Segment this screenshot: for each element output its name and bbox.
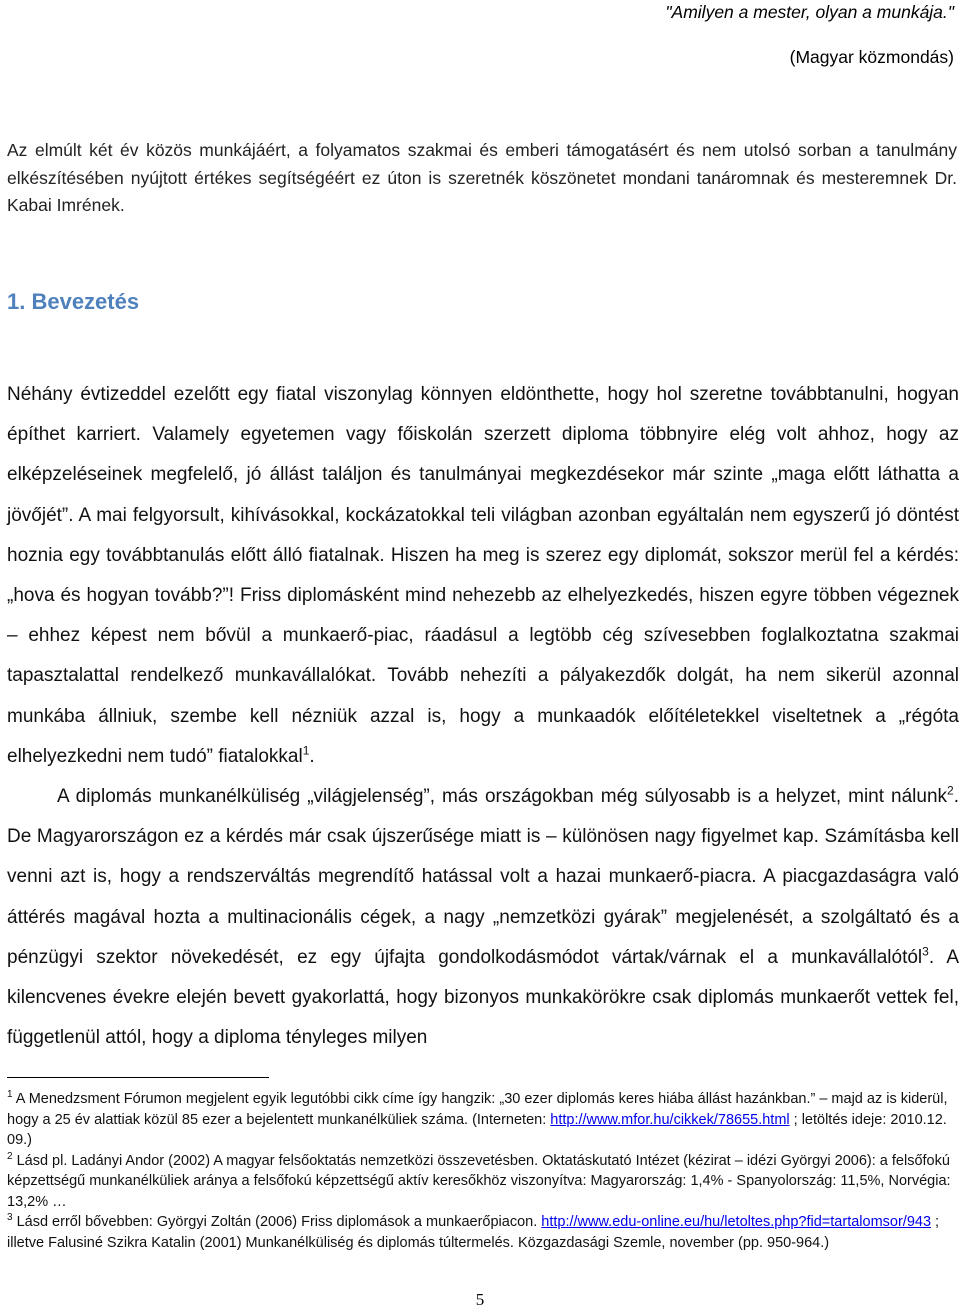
acknowledgement-paragraph: Az elmúlt két év közös munkájáért, a folyamatos szakmai és emberi támogatásért és nem utolsó sorban a tanulmány elkészítésében nyújtott értékes segítségéért ez úton is szeretnék köszönetet mondani tanáromnak és mesteremnek Dr. Kabai Imrének. (7, 140, 957, 215)
footnote-ref-1[interactable]: 1 (302, 743, 310, 758)
footnote-1-link[interactable]: http://www.mfor.hu/cikkek/78655.html (550, 1111, 790, 1128)
footnote-3-text: Lásd erről bővebben: Györgyi Zoltán (2006) Friss diplomások a munkaerőpiacon. (12, 1214, 542, 1230)
footnote-1 (7, 1089, 957, 1151)
section-heading: 1. Bevezetés (7, 289, 140, 314)
body-text (7, 375, 959, 1058)
second-paragraph-text-1: A diplomás munkanélküliség „világjelenség”, más országokban még súlyosabb is a helyzet, mint nálunk (57, 786, 948, 808)
intro-paragraph-text: Néhány évtizeddel ezelőtt egy fiatal viszonylag könnyen eldönthette, hogy hol szeretne továbbtanulni, hogyan építhet karriert. Valamely egyetemen vagy főiskolán szerzett diploma többnyire elég volt ahhoz, hogy az elképzeléseinek megfelelő, jó állást találjon és tanulmányai megkezdésekor már szinte „maga előtt láthatta a jövőjét”. A mai felgyorsult, kihívásokkal, kockázatokkal teli világban azonban egyáltalán nem egyszerű jó döntést hoznia egy továbbtanulás előtt álló fiatalnak. Hiszen ha meg is szerez egy diplomát, sokszor merül fel a kérdés: „hova és hogyan tovább?”! Friss diplomásként mind nehezebb az elhelyezkedés, hiszen egyre többen végeznek – ehhez képest nem bővül a munkaerő-piac, ráadásul a legtöbb cég szívesebben foglalkoztatna szakmai tapasztalattal rendelkező munkavállalókat. Tovább nehezíti a pályakezdők dolgát, ha nem sikerül azonnal munkába állniuk, szembe kell nézniük azzal is, hogy a munkaadók előítéletekkel viseltetnek a „régóta elhelyezkedni nem tudó” fiatalokkal (7, 384, 959, 767)
motto-source: (Magyar közmondás) (789, 47, 954, 67)
footnote-3-link[interactable]: http://www.edu-online.eu/hu/letoltes.php?fid=tartalomsor/943 (541, 1214, 932, 1230)
footnote-2 (7, 1151, 957, 1213)
second-paragraph-text-3: . A kilencvenes évekre elején bevett gyakorlattá, hogy bizonyos munkakörökre csak diplomás munkaerőt vettek fel, függetlenül attól, hogy a diploma tényleges milyen (7, 946, 959, 1049)
footnote-ref-3[interactable]: 3 (922, 944, 929, 959)
footnote-3-mark: 3 (7, 1212, 13, 1224)
intro-paragraph (7, 375, 959, 777)
footnote-1-text: A Menedzsment Fórumon megjelent egyik legutóbbi cikk címe így hangzik: „30 ezer diplomás keres hiába állást hazánkban.” – majd az is kiderül, hogy a 25 év alattiak közül 85 ezer a bejelentett munkanélküliek száma. (Interneten: (7, 1091, 948, 1128)
footnote-3 (7, 1212, 957, 1253)
second-paragraph (7, 777, 959, 1058)
second-paragraph-text-2: . De Magyarországon ez a kérdés már csak újszerűsége miatt is – különösen nagy figyelmet kap. Számításba kell venni azt is, hogy a rendszerváltás megrendítő hatással volt a hazai munkaerő-piacra. A piacgazdaságra való áttérés magával hozta a multinacionális cégek, a nagy „nemzetközi gyárak” megjelenését, a szolgáltató és a pénzügyi szektor növekedését, ez egy újfajta gondolkodásmódot vártak/várnak el a munkavállalótól (7, 786, 959, 968)
footnote-2-text: Lásd pl. Ladányi Andor (2002) A magyar felsőoktatás nemzetközi összevetésben. Oktatáskutató Intézet (kézirat – idézi Györgyi 2006): a felsőfokú képzettségű munkanélküliek aránya a felsőfokú képzettségű aktív keresőkhöz viszonyítva: Magyarország: 1,4% - Spanyolország: 11,5%, Norvégia: 13,2% … (7, 1152, 951, 1210)
page-number: 5 (475, 1290, 485, 1309)
motto-quote: "Amilyen a mester, olyan a munkája." (665, 2, 954, 22)
footnote-separator (7, 1077, 269, 1078)
footnote-1-mark: 1 (7, 1089, 13, 1101)
footnote-1-text-end: ; letöltés ideje: 2010.12. 09.) (7, 1111, 947, 1148)
footnotes (7, 1089, 957, 1253)
footnote-2-mark: 2 (7, 1150, 13, 1162)
footnote-3-text-end: ; illetve Falusiné Szikra Katalin (2001) Munkanélküliség és diplomás túltermelés. Közgazdasági Szemle, november (pp. 950-964.) (7, 1214, 940, 1251)
footnote-ref-2[interactable]: 2 (947, 783, 954, 798)
intro-paragraph-end: . (309, 745, 315, 767)
